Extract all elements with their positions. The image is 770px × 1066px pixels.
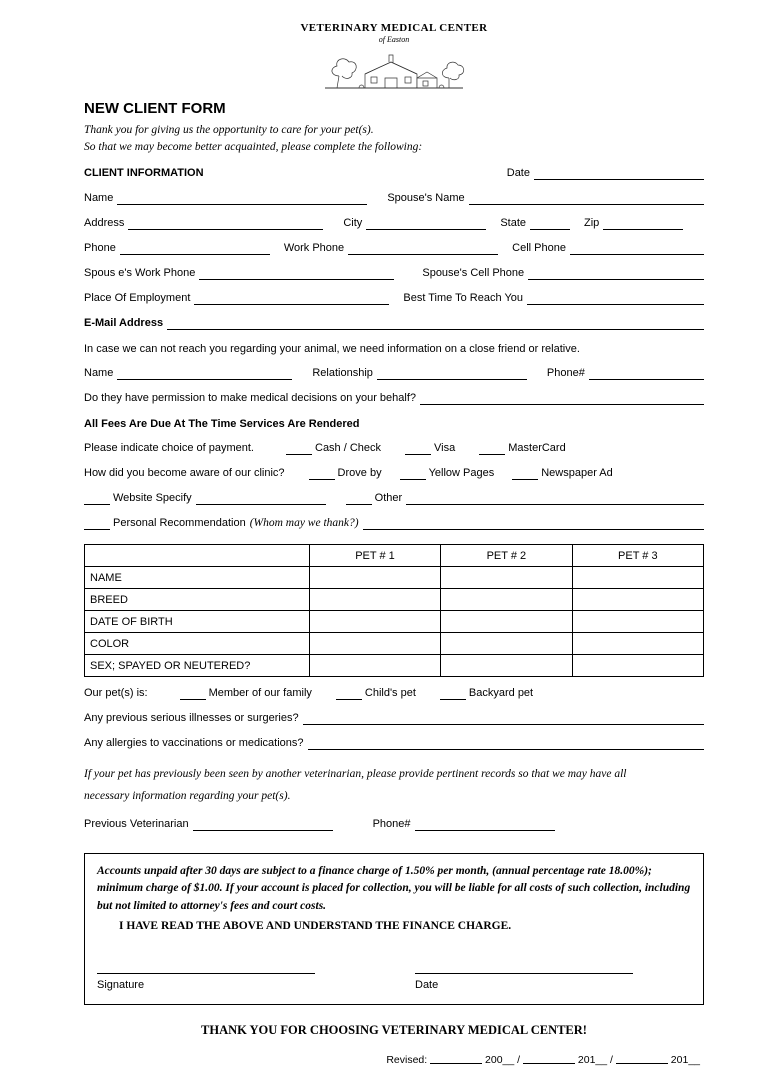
awareness-option-website-label: Website Specify <box>113 492 192 505</box>
awareness-label: How did you become aware of our clinic? <box>84 467 285 480</box>
finance-acknowledgement: I HAVE READ THE ABOVE AND UNDERSTAND THE FINANCE CHARGE. <box>119 919 512 932</box>
pets-row-label-date-of-birth: DATE OF BIRTH <box>85 611 310 633</box>
spouse-work-phone-input[interactable] <box>199 267 394 280</box>
pets-row-label-name: NAME <box>85 567 310 589</box>
table-row <box>85 611 704 633</box>
payment-option-visa-label: Visa <box>434 442 456 455</box>
clinic-header <box>84 22 704 94</box>
signature-date-block <box>415 961 665 994</box>
name-input[interactable] <box>117 192 367 205</box>
pets-row-label-sex-spayed-neutered: SEX; SPAYED OR NEUTERED? <box>85 655 310 677</box>
pets-cell-name-pet-2[interactable] <box>441 567 572 589</box>
revised-label: Revised: <box>386 1053 428 1066</box>
finance-charge-paragraph: Accounts unpaid after 30 days are subject to a finance charge of 1.50% per month, (annual percentage rate 18.00%); minimum charge of $1.00. If your account is placed for collection, you will be liable for all costs of such collection, including but not limited to attorney's fees and court costs. <box>97 865 691 912</box>
personal-recommendation-hint: (Whom may we thank?) <box>249 517 359 530</box>
revised-blank-1[interactable] <box>430 1052 482 1064</box>
spouse-name-input[interactable] <box>469 192 704 205</box>
medical-permission-label: Do they have permission to make medical decisions on your behalf? <box>84 392 417 405</box>
pets-table-header-pet-1: PET # 1 <box>309 545 440 567</box>
pets-cell-sex-pet-3[interactable] <box>572 655 703 677</box>
pets-cell-name-pet-1[interactable] <box>309 567 440 589</box>
awareness-option-yellow-pages-label: Yellow Pages <box>428 467 495 480</box>
signature-block <box>97 961 347 994</box>
previous-veterinarian-label: Previous Veterinarian <box>84 818 189 831</box>
place-of-employment-input[interactable] <box>194 292 389 305</box>
pets-cell-dob-pet-1[interactable] <box>309 611 440 633</box>
clinic-name: VETERINARY MEDICAL CENTER <box>300 22 488 34</box>
allergies-input[interactable] <box>308 737 704 750</box>
table-row <box>85 633 704 655</box>
pets-cell-dob-pet-2[interactable] <box>441 611 572 633</box>
address-label: Address <box>84 217 125 230</box>
emergency-name-input[interactable] <box>117 367 292 380</box>
payment-option-visa-checkbox[interactable] <box>405 443 431 455</box>
date-input[interactable] <box>534 167 704 180</box>
records-note-line-1: If your pet has previously been seen by another veterinarian, please provide pertinent records so that we may have all <box>84 768 627 781</box>
pets-row-label-breed: BREED <box>85 589 310 611</box>
intro-line-2: So that we may become better acquainted, please complete the following: <box>84 140 423 153</box>
payment-option-cash-check-checkbox[interactable] <box>286 443 312 455</box>
fees-heading: All Fees Are Due At The Time Services Are Rendered <box>84 418 360 431</box>
state-label: State <box>500 217 526 230</box>
table-header-row <box>85 545 704 567</box>
pets-table-header-pet-2: PET # 2 <box>441 545 572 567</box>
spouse-name-label: Spouse's Name <box>387 192 465 205</box>
phone-label: Phone <box>84 242 116 255</box>
personal-recommendation-input[interactable] <box>363 517 704 530</box>
revised-year-1: 200__ / <box>485 1053 521 1066</box>
intro-text <box>84 122 704 155</box>
spouse-work-phone-label: Spous e's Work Phone <box>84 267 196 280</box>
website-specify-input[interactable] <box>196 492 326 505</box>
pets-cell-breed-pet-1[interactable] <box>309 589 440 611</box>
pets-cell-color-pet-3[interactable] <box>572 633 703 655</box>
payment-option-mastercard-label: MasterCard <box>508 442 566 455</box>
awareness-option-newspaper-ad-label: Newspaper Ad <box>541 467 613 480</box>
work-phone-label: Work Phone <box>283 242 345 255</box>
intro-line-1: Thank you for giving us the opportunity to care for your pet(s). <box>84 124 374 136</box>
zip-input[interactable] <box>603 217 683 230</box>
pets-table <box>84 544 704 677</box>
awareness-option-other-checkbox[interactable] <box>346 493 372 505</box>
email-input[interactable] <box>167 317 704 330</box>
emergency-relationship-label: Relationship <box>312 367 373 380</box>
pets-cell-dob-pet-3[interactable] <box>572 611 703 633</box>
revised-year-3: 201__ <box>670 1053 700 1066</box>
awareness-option-drove-by-checkbox[interactable] <box>309 468 335 480</box>
email-label: E-Mail Address <box>84 317 164 330</box>
revised-blank-2[interactable] <box>523 1052 575 1064</box>
revised-blank-3[interactable] <box>616 1052 668 1064</box>
emergency-name-label: Name <box>84 367 114 380</box>
awareness-option-personal-recommendation-checkbox[interactable] <box>84 518 110 530</box>
awareness-option-other-label: Other <box>374 492 403 505</box>
emergency-note: In case we can not reach you regarding your animal, we need information on a close friend or relative. <box>84 343 580 356</box>
our-pets-option-childs-pet-label: Child's pet <box>364 687 416 700</box>
date-label: Date <box>506 167 530 180</box>
signature-date-label: Date <box>415 979 439 992</box>
payment-option-cash-check-label: Cash / Check <box>315 442 382 455</box>
payment-choice-label: Please indicate choice of payment. <box>84 442 254 455</box>
signature-label: Signature <box>97 979 145 992</box>
signature-date-input[interactable] <box>415 961 633 974</box>
our-pets-option-family-label: Member of our family <box>208 687 312 700</box>
name-label: Name <box>84 192 114 205</box>
phone-input[interactable] <box>120 242 270 255</box>
previous-veterinarian-input[interactable] <box>193 818 333 831</box>
zip-label: Zip <box>584 217 600 230</box>
city-input[interactable] <box>366 217 486 230</box>
pets-row-label-color: COLOR <box>85 633 310 655</box>
allergies-label: Any allergies to vaccinations or medications? <box>84 737 304 750</box>
work-phone-input[interactable] <box>348 242 498 255</box>
clinic-building-illustration <box>319 46 469 94</box>
page-title: NEW CLIENT FORM <box>84 100 226 117</box>
signature-input[interactable] <box>97 961 315 974</box>
pets-cell-name-pet-3[interactable] <box>572 567 703 589</box>
pets-table-header-pet-3: PET # 3 <box>572 545 703 567</box>
footer-thanks: THANK YOU FOR CHOOSING VETERINARY MEDICAL CENTER! <box>201 1022 587 1037</box>
our-pets-option-backyard-pet-label: Backyard pet <box>468 687 534 700</box>
table-row <box>85 655 704 677</box>
best-time-label: Best Time To Reach You <box>403 292 524 305</box>
cell-phone-input[interactable] <box>570 242 704 255</box>
illnesses-label: Any previous serious illnesses or surgeries? <box>84 712 299 725</box>
client-information-heading: CLIENT INFORMATION <box>84 167 204 180</box>
table-row <box>85 567 704 589</box>
pets-cell-breed-pet-3[interactable] <box>572 589 703 611</box>
our-pets-option-backyard-pet-checkbox[interactable] <box>440 688 466 700</box>
medical-permission-input[interactable] <box>420 392 704 405</box>
table-row <box>85 589 704 611</box>
records-note-line-2: necessary information regarding your pet(s). <box>84 790 291 803</box>
pets-table-corner <box>85 545 310 567</box>
finance-charge-box <box>84 853 704 1005</box>
pets-cell-color-pet-2[interactable] <box>441 633 572 655</box>
our-pets-option-family-checkbox[interactable] <box>180 688 206 700</box>
previous-veterinarian-phone-input[interactable] <box>415 818 555 831</box>
illnesses-input[interactable] <box>303 712 704 725</box>
cell-phone-label: Cell Phone <box>512 242 566 255</box>
other-specify-input[interactable] <box>406 492 704 505</box>
our-pets-label: Our pet(s) is: <box>84 687 148 700</box>
form-content <box>84 22 704 1066</box>
pets-cell-sex-pet-1[interactable] <box>309 655 440 677</box>
city-label: City <box>343 217 363 230</box>
awareness-option-drove-by-label: Drove by <box>337 467 382 480</box>
address-input[interactable] <box>128 217 323 230</box>
best-time-input[interactable] <box>527 292 704 305</box>
clinic-subtitle: of Easton <box>378 35 410 44</box>
pets-cell-breed-pet-2[interactable] <box>441 589 572 611</box>
revised-line <box>84 1052 704 1066</box>
personal-recommendation-label: Personal Recommendation <box>113 517 246 530</box>
awareness-option-newspaper-ad-checkbox[interactable] <box>512 468 538 480</box>
previous-veterinarian-phone-label: Phone# <box>372 818 411 831</box>
spouse-cell-phone-input[interactable] <box>528 267 704 280</box>
state-input[interactable] <box>530 217 570 230</box>
place-of-employment-label: Place Of Employment <box>84 292 191 305</box>
signature-row <box>97 961 691 994</box>
emergency-phone-input[interactable] <box>589 367 704 380</box>
awareness-option-website-checkbox[interactable] <box>84 493 110 505</box>
awareness-option-yellow-pages-checkbox[interactable] <box>400 468 426 480</box>
emergency-relationship-input[interactable] <box>377 367 527 380</box>
payment-option-mastercard-checkbox[interactable] <box>479 443 505 455</box>
spouse-cell-phone-label: Spouse's Cell Phone <box>422 267 525 280</box>
revised-year-2: 201__ / <box>577 1053 613 1066</box>
emergency-phone-label: Phone# <box>546 367 585 380</box>
pets-cell-color-pet-1[interactable] <box>309 633 440 655</box>
our-pets-option-childs-pet-checkbox[interactable] <box>336 688 362 700</box>
pets-cell-sex-pet-2[interactable] <box>441 655 572 677</box>
